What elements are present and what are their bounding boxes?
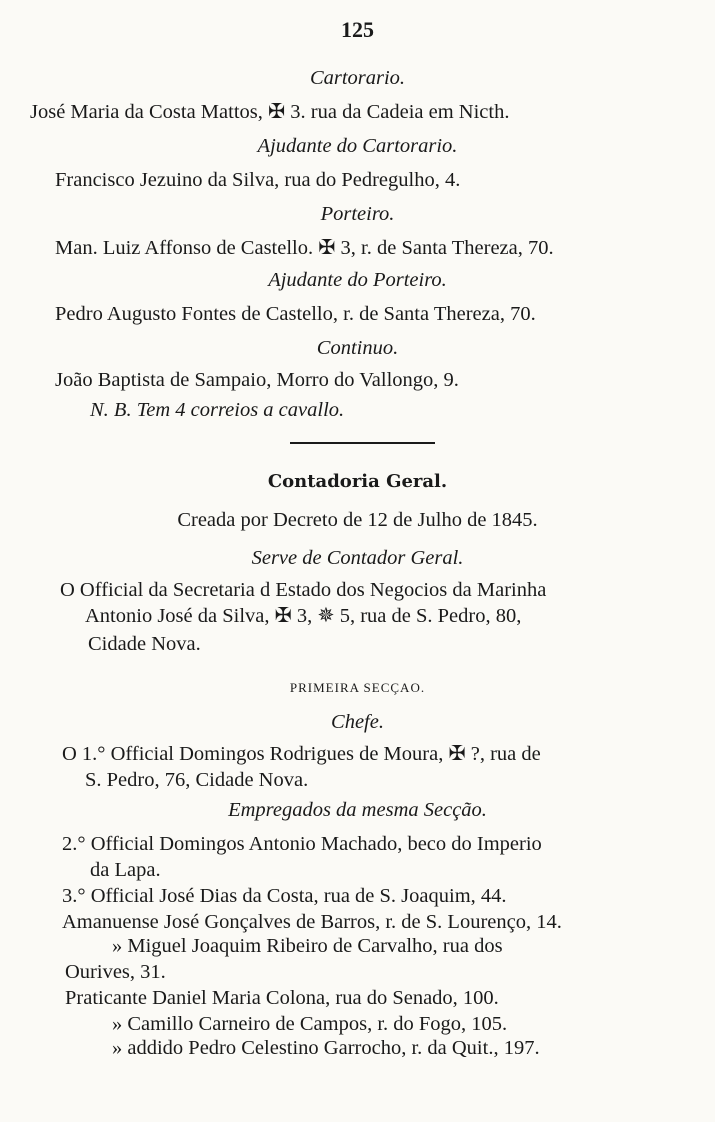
heading-ajudante-cartorario: Ajudante do Cartorario. [257,135,458,157]
entry-continuo: João Baptista de Sampaio, Morro do Vallongo, 9. [55,369,459,391]
entry-empregado-1-line-2: da Lapa. [90,859,161,881]
entry-serve-line-3: Cidade Nova. [88,633,201,655]
entry-empregado-3: Amanuense José Gonçalves de Barros, r. de S. Lourenço, 14. [62,911,562,933]
entry-empregado-6: » Camillo Carneiro de Campos, r. do Fogo, 105. [112,1013,508,1035]
note-nb: N. B. Tem 4 correios a cavallo. [90,399,345,421]
entry-empregado-4-line-1: » Miguel Joaquim Ribeiro de Carvalho, rua dos [112,935,503,957]
heading-contadoria-geral: Contadoria Geral. [267,471,448,492]
entry-serve-line-2: Antonio José da Silva, ✠ 3, ✵ 5, rua de S. Pedro, 80, [85,605,522,627]
heading-chefe: Chefe. [331,711,384,733]
entry-chefe-line-1: O 1.° Official Domingos Rodrigues de Moura, ✠ ?, rua de [62,743,541,765]
heading-primeira-seccao: PRIMEIRA SECÇAO. [289,680,426,695]
entry-empregado-4-line-2: Ourives, 31. [65,961,166,983]
heading-continuo: Continuo. [316,337,399,359]
entry-ajudante-porteiro: Pedro Augusto Fontes de Castello, r. de Santa Thereza, 70. [55,303,536,325]
text-creada-decreto: Creada por Decreto de 12 de Julho de 1845. [177,509,538,531]
heading-porteiro: Porteiro. [320,203,395,225]
entry-cartorario: José Maria da Costa Mattos, ✠ 3. rua da Cadeia em Nicth. [30,101,510,123]
page-number: 125 [341,17,374,42]
entry-empregado-1-line-1: 2.° Official Domingos Antonio Machado, beco do Imperio [62,833,542,855]
section-divider [290,442,435,444]
heading-empregados: Empregados da mesma Secção. [228,799,487,821]
entry-empregado-5: Praticante Daniel Maria Colona, rua do Senado, 100. [65,987,499,1009]
entry-ajudante-cartorario: Francisco Jezuino da Silva, rua do Pedregulho, 4. [55,169,461,191]
heading-serve-contador: Serve de Contador Geral. [251,547,464,569]
entry-porteiro: Man. Luiz Affonso de Castello. ✠ 3, r. de Santa Thereza, 70. [55,237,554,259]
entry-serve-line-1: O Official da Secretaria d Estado dos Negocios da Marinha [60,579,547,601]
entry-chefe-line-2: S. Pedro, 76, Cidade Nova. [85,769,309,791]
entry-empregado-2: 3.° Official José Dias da Costa, rua de S. Joaquim, 44. [62,885,507,907]
heading-ajudante-porteiro: Ajudante do Porteiro. [268,269,447,291]
heading-cartorario: Cartorario. [309,67,406,89]
entry-empregado-7: » addido Pedro Celestino Garrocho, r. da Quit., 197. [112,1037,540,1059]
